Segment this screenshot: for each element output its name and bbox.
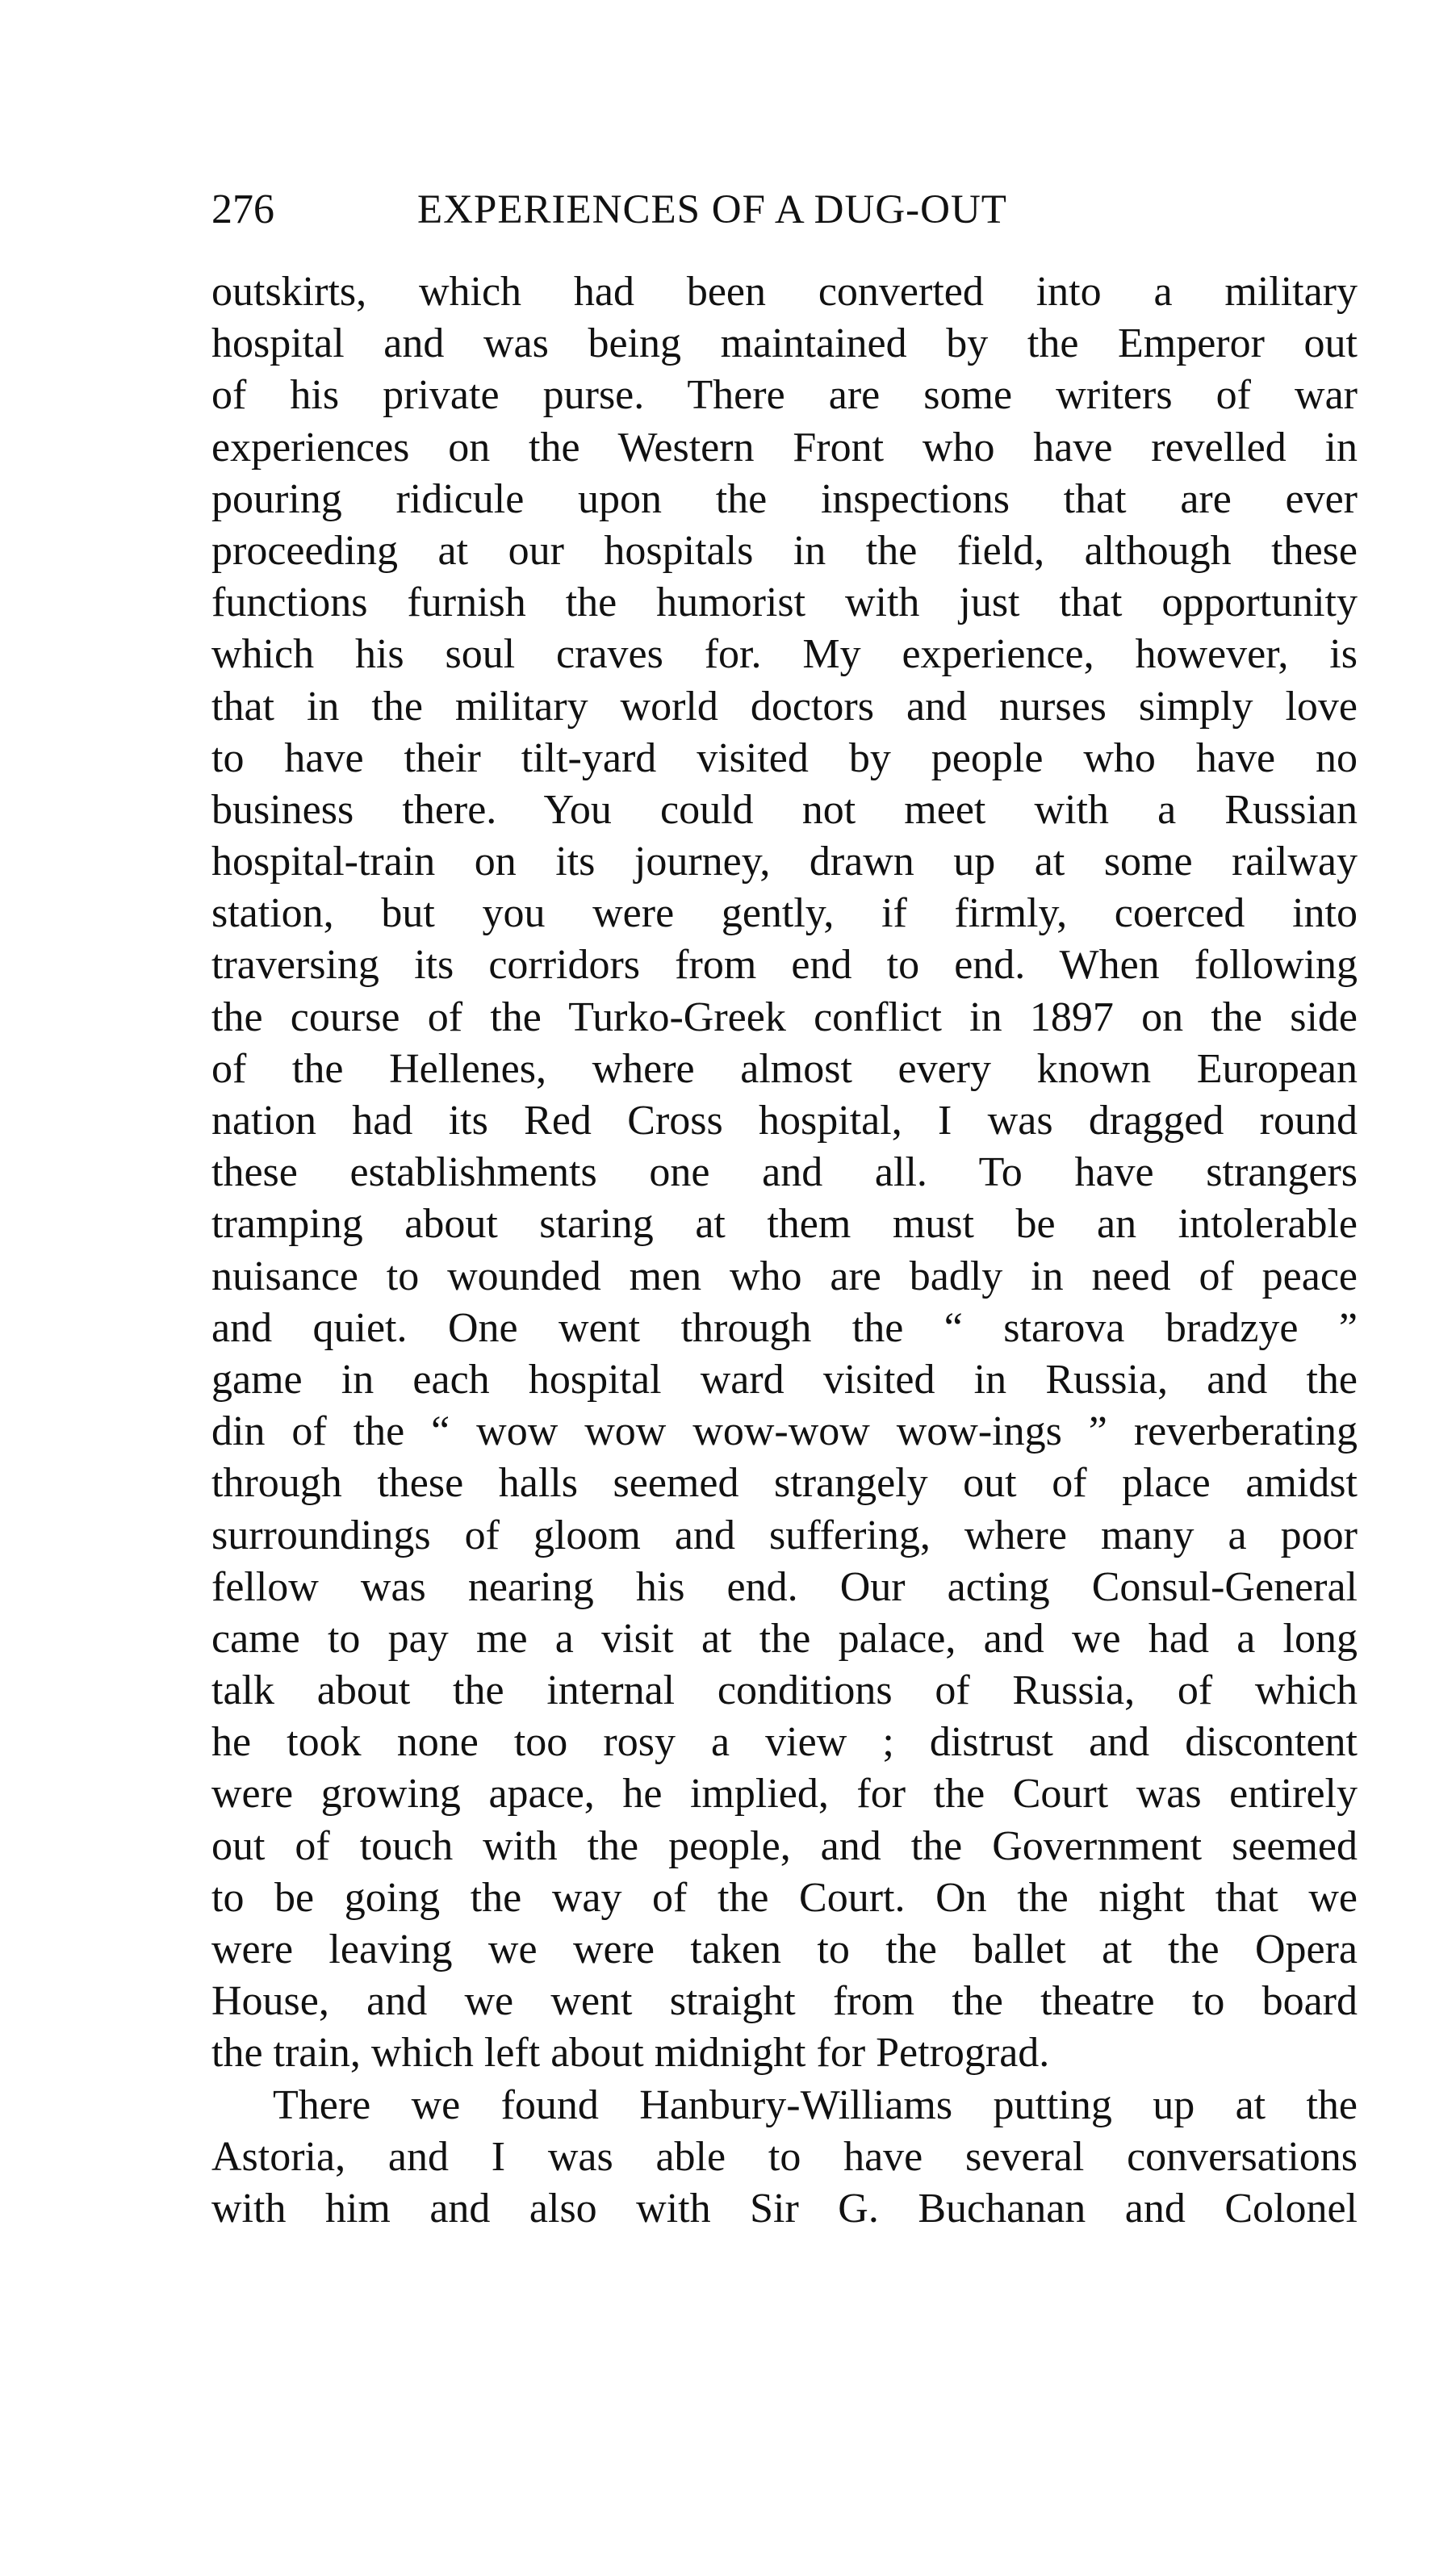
text-line: the course of the Turko-Greek conflict in 1897 on the side [211, 994, 1358, 1040]
text-line: of his private purse. There are some writers of war [211, 372, 1358, 419]
text-line: hospital and was being maintained by the Emperor out [211, 320, 1358, 367]
text-line: were leaving we were taken to the ballet at the Opera [211, 1926, 1358, 1972]
page-header [211, 182, 1358, 238]
text-line: these establishments one and all. To have strangers [211, 1149, 1358, 1196]
text-line: through these halls seemed strangely out of place amidst [211, 1460, 1358, 1507]
text-line: the train, which left about midnight for Petrograd. [211, 2030, 1050, 2077]
text-line: Astoria, and I was able to have several conversations [211, 2133, 1358, 2180]
text-line: station, but you were gently, if firmly, coerced into [211, 890, 1358, 937]
text-line: There we found Hanbury-Williams putting up at the [273, 2081, 1358, 2128]
text-line: nuisance to wounded men who are badly in need of peace [211, 1253, 1358, 1299]
text-line: House, and we went straight from the theatre to board [211, 1978, 1358, 2025]
text-line: to have their tilt-yard visited by people who have no [211, 734, 1358, 781]
text-line: surroundings of gloom and suffering, where many a poor [211, 1512, 1358, 1558]
text-line: fellow was nearing his end. Our acting Consul-General [211, 1563, 1358, 1610]
text-line: with him and also with Sir G. Buchanan and Colonel [211, 2185, 1358, 2232]
paragraph-2 [211, 2080, 1358, 2236]
text-line: functions furnish the humorist with just that opportunity [211, 579, 1358, 626]
text-line: that in the military world doctors and nurses simply love [211, 683, 1358, 730]
text-line: pouring ridicule upon the inspections that are ever [211, 475, 1358, 522]
text-line: nation had its Red Cross hospital, I was dragged round [211, 1098, 1358, 1144]
page-number: 276 [211, 186, 274, 232]
text-line: and quiet. One went through the “ starova bradzye ” [211, 1304, 1358, 1351]
text-line: proceeding at our hospitals in the field, although these [211, 527, 1358, 574]
text-line: din of the “ wow wow wow-wow wow-ings ” reverberating [211, 1408, 1358, 1455]
text-line: talk about the internal conditions of Russia, of which [211, 1667, 1358, 1714]
text-line: tramping about staring at them must be an intolerable [211, 1201, 1358, 1248]
text-line: hospital-train on its journey, drawn up at some railway [211, 839, 1358, 885]
text-line: came to pay me a visit at the palace, and we had a long [211, 1615, 1358, 1662]
text-line: out of touch with the people, and the Government seemed [211, 1822, 1358, 1869]
text-line: outskirts, which had been converted into a military [211, 269, 1358, 315]
running-title: EXPERIENCES OF A DUG-OUT [417, 187, 1007, 232]
text-line: game in each hospital ward visited in Russia, and the [211, 1356, 1358, 1403]
text-line: experiences on the Western Front who have revelled in [211, 424, 1358, 471]
text-line: business there. You could not meet with a Russian [211, 786, 1358, 833]
text-line: to be going the way of the Court. On the night that we [211, 1874, 1358, 1921]
text-line: were growing apace, he implied, for the Court was entirely [211, 1771, 1358, 1818]
body-text [211, 266, 1358, 2235]
text-line: of the Hellenes, where almost every known European [211, 1045, 1358, 1092]
text-line: which his soul craves for. My experience, however, is [211, 631, 1358, 678]
text-line: traversing its corridors from end to end. When following [211, 942, 1358, 989]
text-line: he took none too rosy a view ; distrust and discontent [211, 1719, 1358, 1766]
paragraph-1 [211, 266, 1358, 2080]
